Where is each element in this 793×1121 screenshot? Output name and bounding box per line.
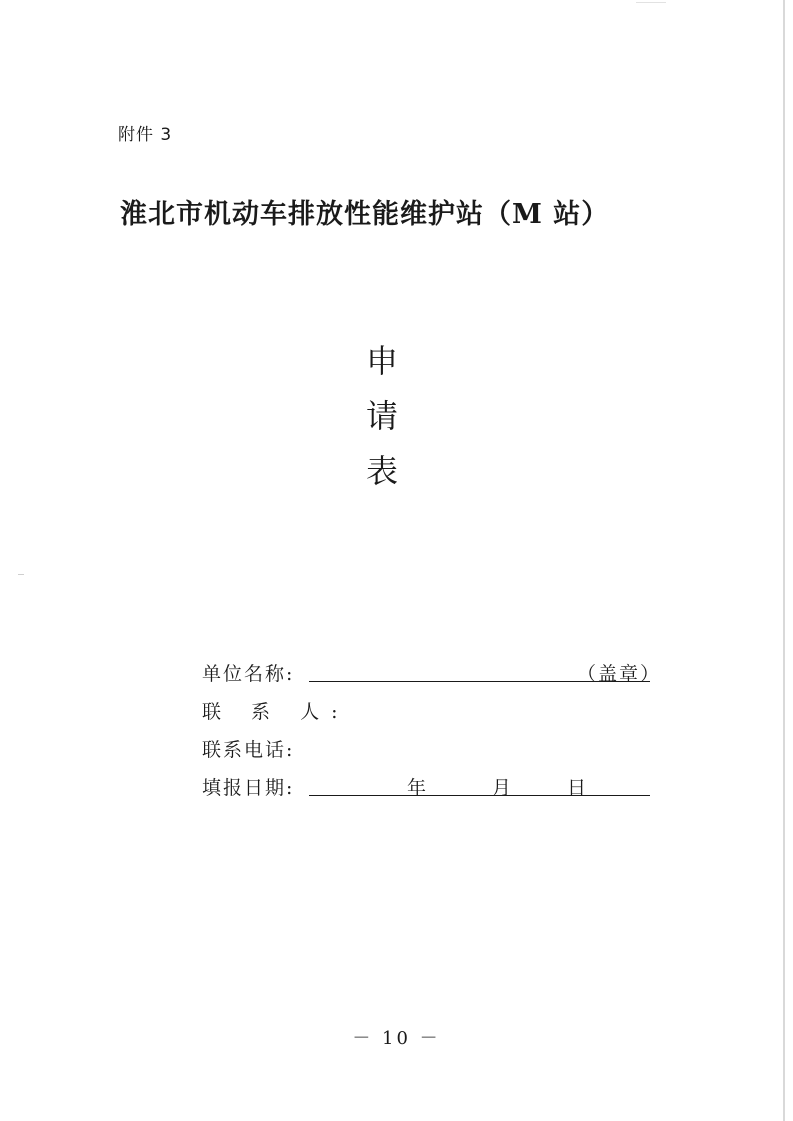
- unit-name-label: 单位名称:: [202, 663, 295, 685]
- seal-note: （盖章）: [577, 663, 662, 685]
- fill-date-label: 填报日期:: [202, 777, 295, 799]
- contact-person-row: [202, 693, 662, 731]
- page-edge: [783, 0, 785, 1121]
- page-number: － 10 －: [352, 1028, 441, 1049]
- contact-person-label: 联 系 人:: [202, 701, 350, 723]
- vertical-title-char-1: 申: [365, 342, 398, 380]
- month-label: 月: [492, 777, 512, 799]
- scan-mark-left: [18, 574, 24, 575]
- vertical-title-char-2: 请: [365, 397, 398, 435]
- fill-date-row: [202, 769, 662, 807]
- year-label: 年: [407, 777, 427, 799]
- applicant-info-form: [202, 655, 662, 807]
- contact-phone-row: [202, 731, 662, 769]
- fill-date-field[interactable]: [309, 795, 650, 796]
- scan-mark-top: [636, 2, 666, 3]
- attachment-label: 附件 3: [118, 125, 173, 145]
- day-label: 日: [567, 777, 587, 799]
- contact-phone-label: 联系电话:: [202, 739, 295, 761]
- document-title: 淮北市机动车排放性能维护站（M 站）: [120, 199, 610, 230]
- vertical-title-char-3: 表: [365, 452, 398, 490]
- vertical-title: [360, 334, 404, 499]
- unit-name-row: [202, 655, 662, 693]
